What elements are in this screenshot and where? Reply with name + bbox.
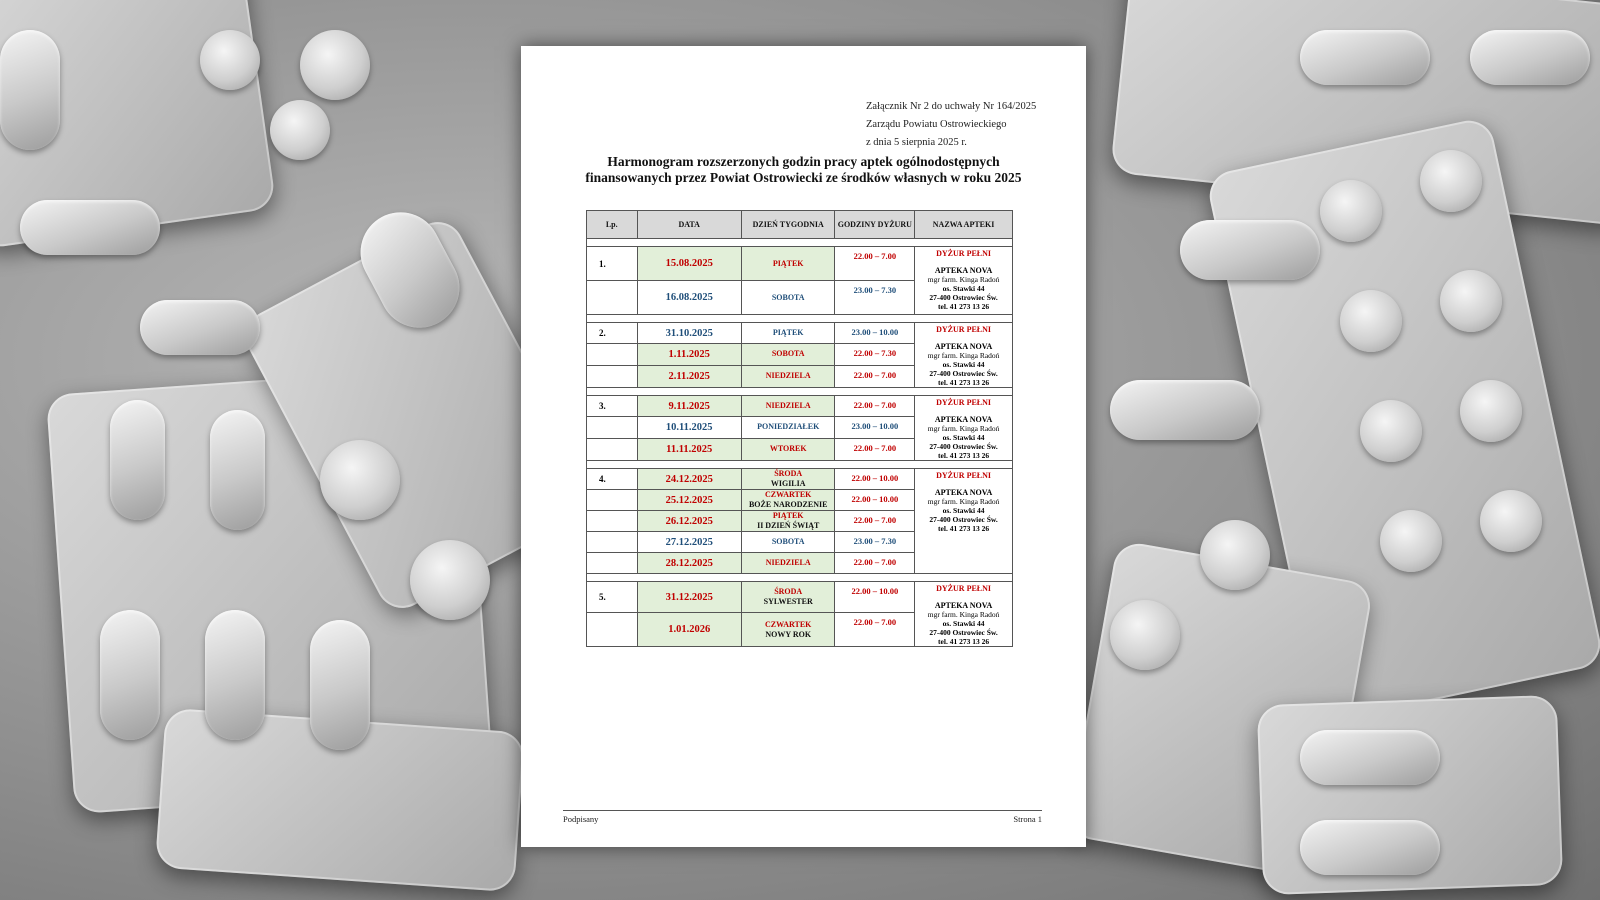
cell-date: 27.12.2025: [637, 532, 741, 553]
cell-day: [741, 613, 835, 647]
day-name: NIEDZIELA: [765, 371, 811, 381]
pharmacy-street: os. Stawki 44: [942, 433, 985, 442]
title-line-2: finansowanych przez Powiat Ostrowiecki ze środków własnych w roku 2025: [585, 170, 1022, 185]
pharmacy-owner: mgr farm. Kinga Radoń: [927, 275, 1000, 284]
table-row: [587, 323, 1013, 344]
tablet: [1340, 290, 1402, 352]
capsule: [1110, 380, 1260, 440]
day-name: CZWARTEK: [765, 490, 812, 499]
tablet: [270, 100, 330, 160]
capsule: [205, 610, 265, 740]
day-name: SOBOTA: [771, 537, 805, 546]
cell-day: [741, 553, 835, 574]
column-header-hours: GODZINY DYŻURU: [835, 211, 915, 239]
cell-hours: 22.00 – 10.00: [835, 469, 915, 490]
cell-hours: 23.00 – 10.00: [835, 323, 915, 344]
capsule: [1300, 730, 1440, 785]
pharmacy-street: os. Stawki 44: [942, 360, 985, 369]
capsule: [110, 400, 165, 520]
cell-day: [741, 511, 835, 532]
capsule: [1300, 820, 1440, 875]
cell-day: [741, 247, 835, 281]
day-name: PIĄTEK: [772, 258, 804, 268]
group-spacer-row: [587, 239, 1013, 247]
column-header-day: DZIEŃ TYGODNIA: [741, 211, 835, 239]
day-name: CZWARTEK: [765, 619, 812, 629]
cell-lp: [587, 344, 638, 365]
cell-date: 25.12.2025: [637, 490, 741, 511]
pharmacy-city: 27-400 Ostrowiec Św.: [929, 293, 998, 302]
group-spacer-cell: [587, 239, 1013, 247]
pharmacy-duty-label: DYŻUR PEŁNI: [936, 398, 992, 407]
table-row: [587, 396, 1013, 417]
cell-pharmacy: [915, 582, 1013, 647]
pharmacy-phone: tel. 41 273 13 26: [938, 524, 990, 533]
capsule: [0, 30, 60, 150]
pharmacy-duty-label: DYŻUR PEŁNI: [936, 471, 992, 480]
cell-day: [741, 438, 835, 460]
pharmacy-duty-label: DYŻUR PEŁNI: [936, 325, 992, 334]
cell-hours: 22.00 – 10.00: [835, 582, 915, 613]
pharmacy-owner: mgr farm. Kinga Radoń: [927, 351, 1000, 360]
pharmacy-city: 27-400 Ostrowiec Św.: [929, 628, 998, 637]
capsule: [20, 200, 160, 255]
group-spacer-cell: [587, 388, 1013, 396]
capsule: [100, 610, 160, 740]
column-header-lp: Lp.: [587, 211, 638, 239]
cell-date: 11.11.2025: [637, 438, 741, 460]
tablet: [1200, 520, 1270, 590]
footer-divider: [563, 810, 1042, 811]
cell-hours: 22.00 – 7.00: [835, 511, 915, 532]
cell-day: [741, 469, 835, 490]
footer-page-number: Strona 1: [1013, 814, 1042, 824]
holiday-name: SYLWESTER: [763, 597, 813, 607]
cell-date: 15.08.2025: [637, 247, 741, 281]
cell-hours: 23.00 – 10.00: [835, 417, 915, 438]
holiday-name: II DZIEŃ ŚWIĄT: [757, 521, 820, 530]
pharmacy-owner: mgr farm. Kinga Radoń: [927, 424, 1000, 433]
pharmacy-name: APTEKA NOVA: [934, 601, 993, 610]
cell-lp: [587, 613, 638, 647]
cell-pharmacy: [915, 469, 1013, 574]
pharmacy-name: APTEKA NOVA: [934, 488, 993, 497]
day-name: NIEDZIELA: [765, 401, 811, 411]
title-line-1: Harmonogram rozszerzonych godzin pracy aptek ogólnodostępnych: [607, 154, 1000, 169]
cell-lp: 2.: [587, 323, 638, 344]
table-row: [587, 582, 1013, 613]
tablet: [1380, 510, 1442, 572]
cell-hours: 22.00 – 7.00: [835, 613, 915, 647]
pharmacy-name: APTEKA NOVA: [934, 266, 993, 275]
cell-lp: 3.: [587, 396, 638, 417]
header-line-3: z dnia 5 sierpnia 2025 r.: [866, 137, 967, 148]
table-header-row: [587, 211, 1013, 239]
cell-hours: 22.00 – 7.30: [835, 344, 915, 365]
column-header-pharmacy: NAZWA APTEKI: [915, 211, 1013, 239]
cell-date: 31.10.2025: [637, 323, 741, 344]
pharmacy-phone: tel. 41 273 13 26: [938, 378, 990, 387]
cell-hours: 22.00 – 7.00: [835, 365, 915, 387]
pharmacy-owner: mgr farm. Kinga Radoń: [927, 610, 1000, 619]
tablet: [1320, 180, 1382, 242]
day-name: WTOREK: [769, 444, 807, 454]
cell-hours: 22.00 – 10.00: [835, 490, 915, 511]
cell-day: [741, 344, 835, 365]
cell-day: [741, 281, 835, 315]
day-name: ŚRODA: [774, 587, 803, 597]
pharmacy-street: os. Stawki 44: [942, 619, 985, 628]
capsule: [210, 410, 265, 530]
group-spacer-cell: [587, 574, 1013, 582]
day-name: NIEDZIELA: [765, 558, 811, 567]
cell-hours: 22.00 – 7.00: [835, 396, 915, 417]
header-line-2: Zarządu Powiatu Ostrowieckiego: [866, 119, 1007, 130]
pharmacy-city: 27-400 Ostrowiec Św.: [929, 515, 998, 524]
pharmacy-street: os. Stawki 44: [942, 284, 985, 293]
cell-date: 24.12.2025: [637, 469, 741, 490]
cell-lp: [587, 553, 638, 574]
cell-date: 31.12.2025: [637, 582, 741, 613]
day-name: ŚRODA: [774, 469, 803, 478]
cell-pharmacy: [915, 396, 1013, 461]
cell-day: [741, 396, 835, 417]
group-spacer-row: [587, 574, 1013, 582]
cell-lp: [587, 281, 638, 315]
cell-date: 1.11.2025: [637, 344, 741, 365]
attachment-header: [866, 98, 1036, 152]
day-name: PONIEDZIAŁEK: [757, 422, 820, 432]
tablet: [1110, 600, 1180, 670]
pharmacy-duty-label: DYŻUR PEŁNI: [936, 584, 992, 593]
day-name: PIĄTEK: [772, 328, 804, 338]
cell-date: 28.12.2025: [637, 553, 741, 574]
cell-lp: [587, 490, 638, 511]
cell-day: [741, 582, 835, 613]
group-spacer-cell: [587, 461, 1013, 469]
holiday-name: NOWY ROK: [765, 629, 812, 639]
cell-lp: [587, 365, 638, 387]
document-page: [521, 46, 1086, 847]
pharmacy-phone: tel. 41 273 13 26: [938, 451, 990, 460]
cell-day: [741, 417, 835, 438]
cell-lp: [587, 417, 638, 438]
day-name: PIĄTEK: [772, 511, 804, 520]
cell-hours: 22.00 – 7.00: [835, 247, 915, 281]
day-name: SOBOTA: [771, 292, 805, 302]
cell-pharmacy: [915, 247, 1013, 315]
tablet: [1480, 490, 1542, 552]
capsule: [1180, 220, 1320, 280]
tablet: [1420, 150, 1482, 212]
tablet: [1440, 270, 1502, 332]
cell-hours: 22.00 – 7.00: [835, 553, 915, 574]
tablet: [200, 30, 260, 90]
cell-date: 9.11.2025: [637, 396, 741, 417]
pharmacy-duty-label: DYŻUR PEŁNI: [936, 249, 992, 258]
cell-lp: [587, 532, 638, 553]
document-title: [521, 154, 1086, 186]
schedule-table: [586, 210, 1013, 647]
pharmacy-street: os. Stawki 44: [942, 506, 985, 515]
cell-hours: 22.00 – 7.00: [835, 438, 915, 460]
header-line-1: Załącznik Nr 2 do uchwały Nr 164/2025: [866, 101, 1037, 112]
capsule: [1300, 30, 1430, 85]
cell-lp: [587, 438, 638, 460]
tablet: [1460, 380, 1522, 442]
pharmacy-city: 27-400 Ostrowiec Św.: [929, 369, 998, 378]
pharmacy-phone: tel. 41 273 13 26: [938, 637, 990, 646]
table-row: [587, 247, 1013, 281]
cell-day: [741, 365, 835, 387]
cell-date: 1.01.2026: [637, 613, 741, 647]
pharmacy-phone: tel. 41 273 13 26: [938, 302, 990, 311]
cell-date: 2.11.2025: [637, 365, 741, 387]
capsule: [140, 300, 260, 355]
capsule: [1470, 30, 1590, 85]
column-header-date: DATA: [637, 211, 741, 239]
cell-pharmacy: [915, 323, 1013, 388]
capsule: [310, 620, 370, 750]
group-spacer-row: [587, 388, 1013, 396]
cell-day: [741, 490, 835, 511]
pharmacy-name: APTEKA NOVA: [934, 342, 993, 351]
tablet: [1360, 400, 1422, 462]
cell-lp: 4.: [587, 469, 638, 490]
cell-lp: [587, 511, 638, 532]
holiday-name: WIGILIA: [770, 479, 806, 488]
tablet: [410, 540, 490, 620]
group-spacer-row: [587, 461, 1013, 469]
footer-signed: Podpisany: [563, 814, 599, 824]
cell-hours: 23.00 – 7.30: [835, 532, 915, 553]
pharmacy-city: 27-400 Ostrowiec Św.: [929, 442, 998, 451]
cell-day: [741, 532, 835, 553]
table-row: [587, 469, 1013, 490]
cell-date: 10.11.2025: [637, 417, 741, 438]
tablet: [320, 440, 400, 520]
holiday-name: BOŻE NARODZENIE: [748, 500, 828, 509]
cell-date: 26.12.2025: [637, 511, 741, 532]
group-spacer-cell: [587, 315, 1013, 323]
cell-hours: 23.00 – 7.30: [835, 281, 915, 315]
cell-lp: 1.: [587, 247, 638, 281]
group-spacer-row: [587, 315, 1013, 323]
tablet: [300, 30, 370, 100]
day-name: SOBOTA: [771, 349, 805, 359]
pharmacy-name: APTEKA NOVA: [934, 415, 993, 424]
cell-lp: 5.: [587, 582, 638, 613]
cell-date: 16.08.2025: [637, 281, 741, 315]
pharmacy-owner: mgr farm. Kinga Radoń: [927, 497, 1000, 506]
cell-day: [741, 323, 835, 344]
